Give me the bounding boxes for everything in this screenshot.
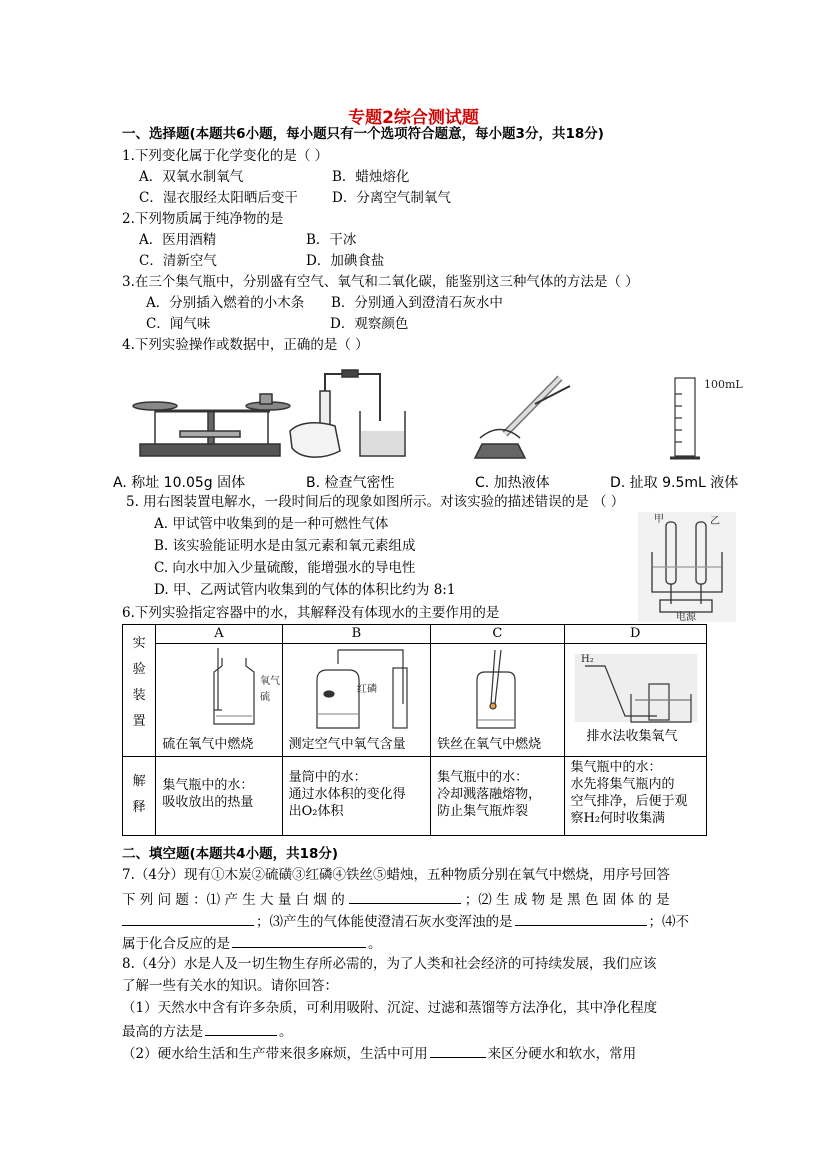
phosphorus-figure	[283, 644, 429, 732]
q4-caption-d: D. 扯取 9.5mL 液体	[610, 475, 739, 491]
h2-label: H₂	[580, 654, 594, 665]
q4-stem: 4.下列实验操作或数据中，正确的是（ ）	[122, 337, 369, 353]
explain-c-l1: 集气瓶中的水：	[437, 770, 529, 785]
q4-caption-b: B. 检查气密性	[306, 475, 395, 491]
electrolysis-label-jia: 甲	[654, 514, 664, 525]
q8-line4-a: 最高的方法是	[122, 1024, 203, 1040]
q7-line4	[122, 933, 382, 953]
q3-option-c: C．闻气味	[146, 316, 211, 332]
explain-b-l1: 量筒中的水：	[288, 770, 367, 785]
explain-c	[431, 757, 564, 836]
cell-apparatus-a	[156, 644, 282, 757]
caption-b: 测定空气中氧气含量	[288, 737, 406, 752]
row-head-apparatus-text: 实验装置	[132, 636, 146, 729]
q7-line3-b: ；⑷不	[648, 914, 689, 930]
explain-a-l2: 吸收放出的热量	[162, 795, 254, 810]
q8-line2: 了解一些有关水的知识。请你回答：	[122, 978, 338, 994]
q3-option-b: B．分别通入到澄清石灰水中	[331, 295, 503, 311]
q8-line4-b: 。	[279, 1024, 293, 1040]
q1-option-c: C．湿衣服经太阳晒后变干	[139, 190, 298, 206]
sulfur-label-oxygen: 氧气	[260, 676, 281, 687]
q4-caption-a: A. 称址 10.05g 固体	[113, 475, 246, 491]
q6-stem: 6.下列实验指定容器中的水，其解释没有体现水的主要作用的是	[122, 605, 500, 621]
cell-apparatus-b	[282, 644, 431, 757]
q4-figures	[120, 366, 760, 466]
sulfur-figure	[156, 644, 280, 732]
explain-b	[282, 757, 431, 836]
q7-blank-2[interactable]	[122, 911, 254, 926]
q7-line2-a: 下 列 问 题 ：⑴ 产 生 大 量 白 烟 的	[122, 892, 345, 908]
q7-blank-3[interactable]	[515, 911, 647, 926]
explain-d-l4: 察H₂何时收集满	[570, 811, 666, 826]
q7-line3-a: ；⑶产生的气体能使澄清石灰水变浑浊的是	[256, 914, 513, 930]
row-head-apparatus	[123, 625, 156, 757]
heating-figure	[475, 378, 570, 458]
col-head-b: B	[282, 625, 431, 644]
cell-apparatus-d	[564, 644, 707, 757]
q6-table	[122, 624, 707, 836]
q7-line2-b: ；⑵ 生 成 物 是 黑 色 固 体 的 是	[464, 892, 670, 908]
q1-option-d: D．分离空气制氧气	[332, 190, 451, 206]
q1-option-a: A．双氧水制氧气	[139, 169, 244, 185]
q7-line4-a: 属于化合反应的是	[122, 936, 230, 952]
cell-apparatus-c	[431, 644, 564, 757]
q2-option-c: C．清新空气	[139, 253, 217, 269]
caption-d: 排水法收集氧气	[586, 729, 678, 744]
explain-a	[156, 757, 282, 836]
q8-blank-1[interactable]	[205, 1021, 277, 1036]
q8-line5	[122, 1043, 636, 1063]
electrolysis-figure	[638, 512, 736, 622]
q3-option-a: A．分别插入燃着的小木条	[146, 295, 305, 311]
q8-line4	[122, 1021, 293, 1041]
q7-line4-b: 。	[368, 936, 382, 952]
iron-figure	[431, 644, 562, 732]
q4-caption-c: C. 加热液体	[475, 475, 550, 491]
explain-d-l3: 空气排净，后便于观	[570, 794, 688, 809]
phosphorus-label: 红磷	[356, 684, 377, 695]
q8-line3: （1）天然水中含有许多杂质，可利用吸附、沉淀、过滤和蒸馏等方法净化，其中净化程度	[122, 1000, 658, 1016]
q7-blank-1[interactable]	[349, 889, 461, 904]
row-head-explain	[123, 757, 156, 836]
q8-line5-a: （2）硬水给生活和生产带来很多麻烦，生活中可用	[122, 1046, 428, 1062]
q2-stem: 2.下列物质属于纯净物的是	[122, 211, 284, 227]
electrolysis-label-yi: 乙	[710, 516, 720, 527]
col-head-d: D	[564, 625, 707, 644]
explain-b-l2: 通过水体积的变化得	[288, 787, 406, 802]
electrolysis-label-power: 电源	[676, 612, 696, 622]
explain-d-l1: 集气瓶中的水：	[570, 760, 662, 775]
q5-option-a: A. 甲试管中收集到的是一种可燃性气体	[154, 516, 389, 532]
balance-figure	[133, 394, 290, 456]
q8-blank-2[interactable]	[430, 1043, 486, 1058]
q5-option-b: B. 该实验能证明水是由氢元素和氧元素组成	[154, 538, 416, 554]
water-collection-figure	[565, 644, 705, 732]
caption-c: 铁丝在氧气中燃烧	[437, 737, 542, 752]
section-heading-choice: 一、选择题(本题共6小题，每小题只有一个选项符合题意，每小题3分，共18分)	[122, 126, 604, 142]
caption-a: 硫在氧气中燃烧	[162, 737, 254, 752]
sulfur-label-sulfur: 硫	[260, 692, 271, 703]
q2-option-b: B．干冰	[306, 232, 357, 248]
col-head-c: C	[431, 625, 564, 644]
cylinder-figure	[670, 378, 700, 458]
q7-blank-4[interactable]	[232, 933, 366, 948]
q2-option-d: D．加碘食盐	[306, 253, 385, 269]
q1-stem: 1.下列变化属于化学变化的是（ ）	[122, 148, 329, 164]
airtightness-figure	[290, 370, 405, 457]
explain-c-l2: 冷却溅落融熔物，	[437, 787, 542, 802]
q5-option-d: D. 甲、乙两试管内收集到的气体的体积比约为 8:1	[154, 582, 456, 598]
q7-line3	[122, 911, 689, 931]
q2-option-a: A．医用酒精	[139, 232, 217, 248]
explain-d	[564, 757, 707, 836]
row-head-explain-text: 解释	[132, 774, 146, 815]
q1-option-b: B．蜡烛熔化	[332, 169, 410, 185]
q7-line2	[122, 889, 670, 909]
q8-line1: 8.（4分）水是人及一切生物生存所必需的，为了人类和社会经济的可持续发展，我们应该	[122, 956, 657, 972]
cylinder-label: 100mL	[704, 378, 743, 391]
q5-stem: 5. 用右图装置电解水，一段时间后的现象如图所示。对该实验的描述错误的是 （ ）	[126, 494, 625, 510]
q8-line5-b: 来区分硬水和软水，常用	[487, 1046, 637, 1062]
section-heading-fill: 二、填空题(本题共4小题，共18分)	[122, 846, 339, 862]
q3-stem: 3.在三个集气瓶中，分别盛有空气、氧气和二氧化碳，能鉴别这三种气体的方法是（ ）	[122, 274, 639, 290]
col-head-a: A	[156, 625, 282, 644]
explain-d-l2: 水先将集气瓶内的	[570, 777, 675, 792]
q7-line1: 7.（4分）现有①木炭②硫磺③红磷④铁丝⑤蜡烛，五种物质分别在氧气中燃烧，用序号回答	[122, 867, 670, 883]
explain-a-l1: 集气瓶中的水：	[162, 778, 254, 793]
q5-option-c: C. 向水中加入少量硫酸，能增强水的导电性	[154, 560, 416, 576]
q3-option-d: D．观察颜色	[330, 316, 409, 332]
explain-c-l3: 防止集气瓶炸裂	[437, 804, 529, 819]
page-title: 专题2综合测试题	[348, 108, 479, 128]
explain-b-l3: 出O₂体积	[288, 804, 344, 819]
